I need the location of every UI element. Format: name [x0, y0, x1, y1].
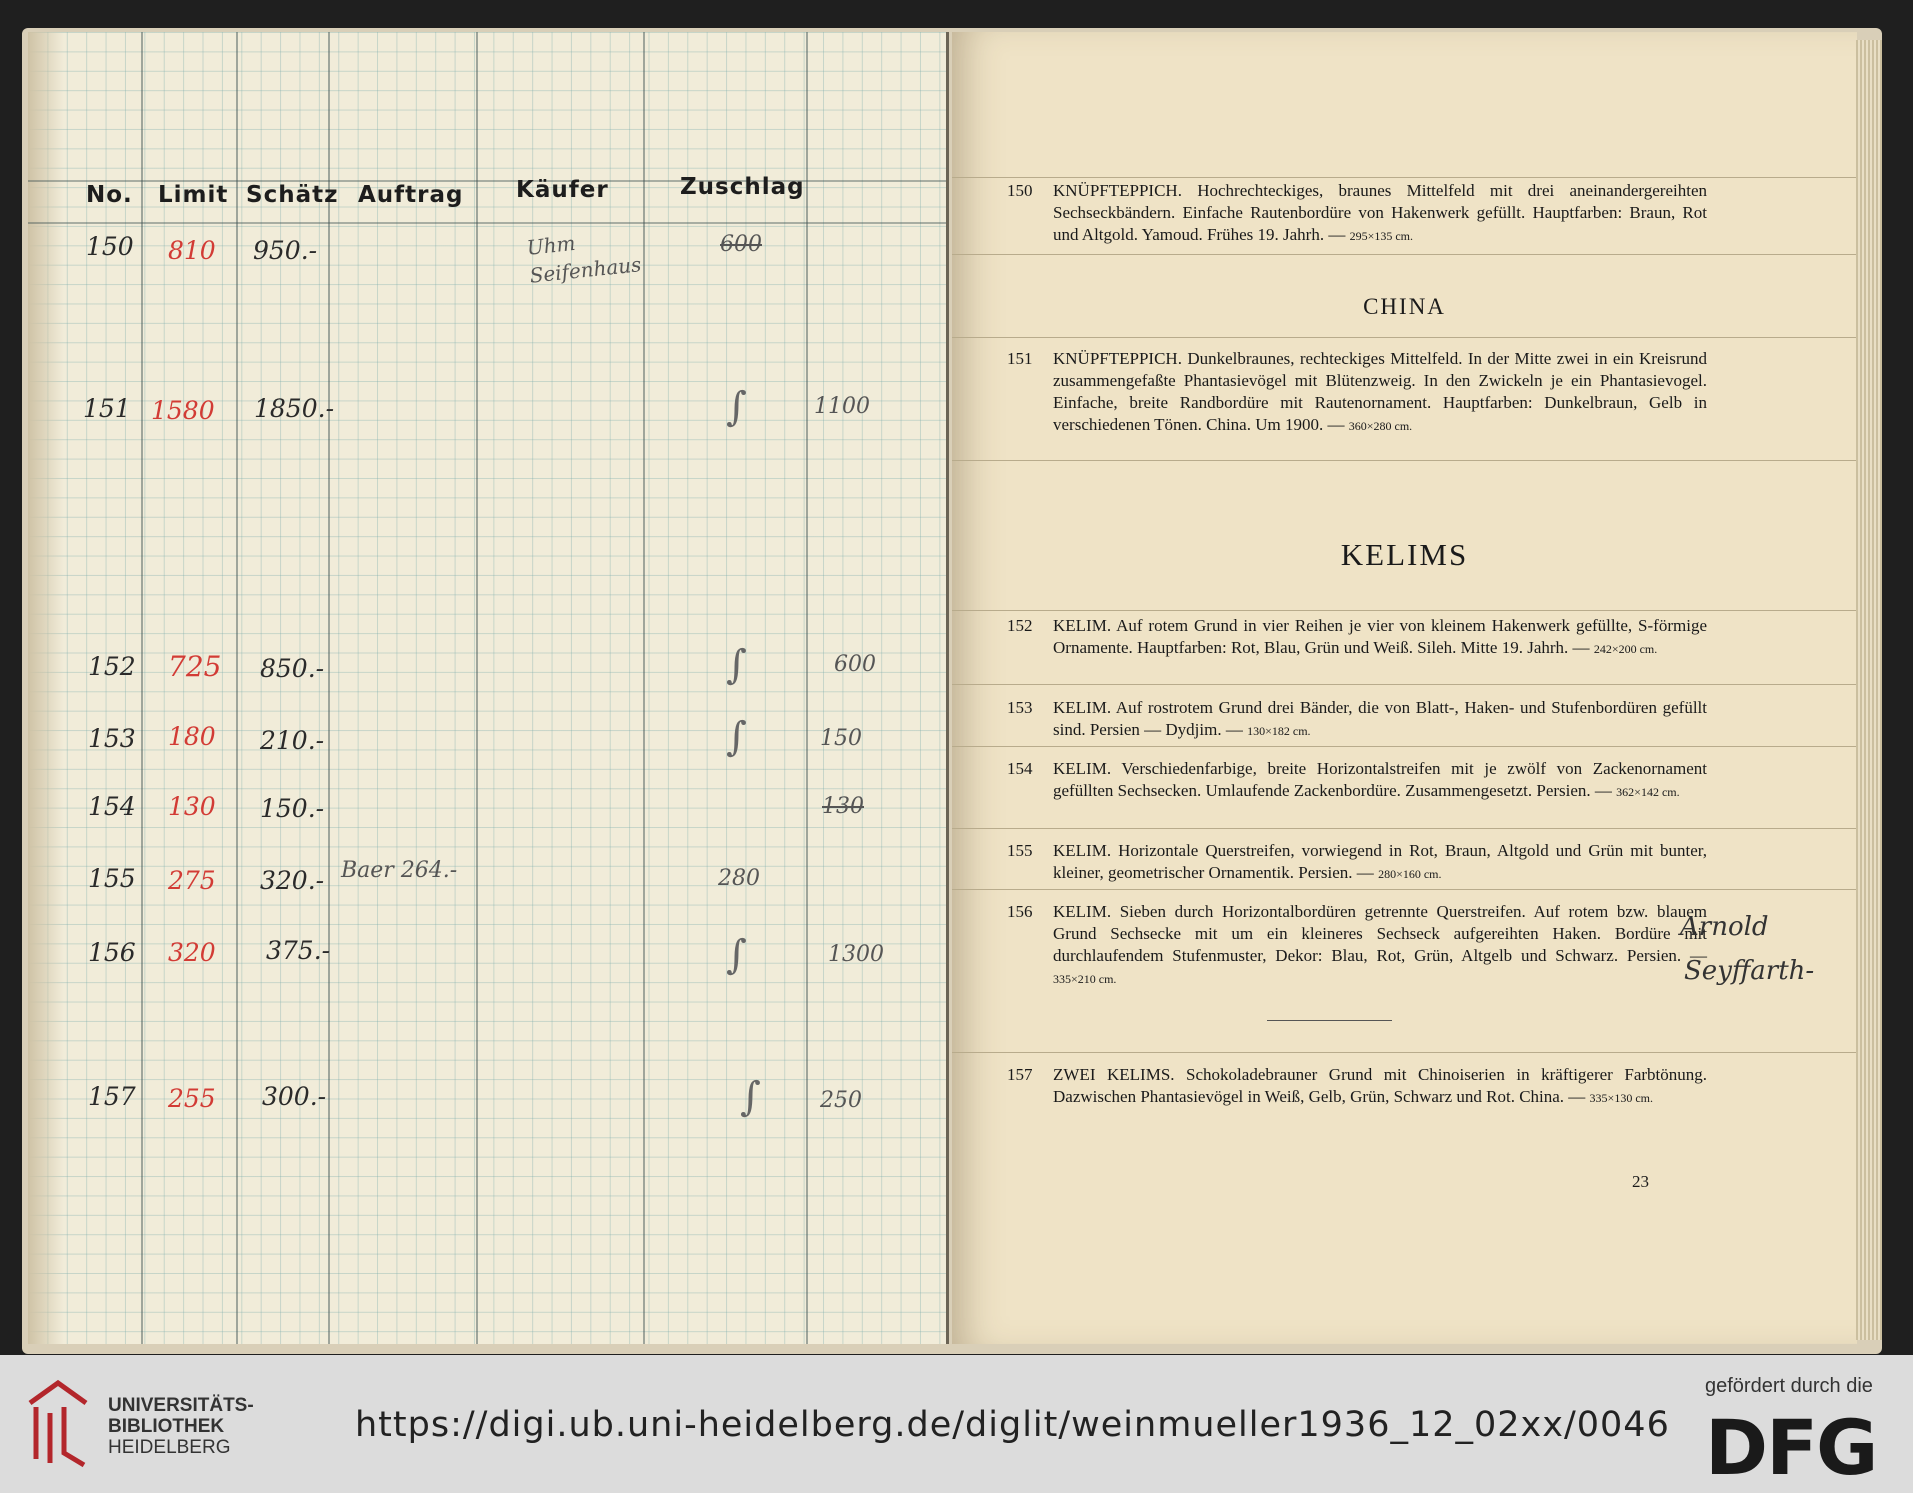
- row-schaetz: 950.-: [253, 236, 318, 265]
- rule-line: [952, 889, 1857, 890]
- rule-line: [952, 177, 1857, 178]
- funding-caption: gefördert durch die: [1705, 1375, 1873, 1397]
- row-zuschlag: 130: [822, 794, 864, 819]
- row-auftrag: Baer 264.-: [341, 858, 458, 883]
- rule-line: [952, 746, 1857, 747]
- column-divider: [643, 32, 645, 1344]
- row-schaetz: 850.-: [260, 654, 325, 683]
- entry-number: 156: [1007, 902, 1033, 921]
- page-stack-edge: [1856, 40, 1882, 1340]
- section-heading-kelims: KELIMS: [1340, 537, 1469, 572]
- row-schaetz: 150.-: [260, 794, 325, 823]
- entry-number: 153: [1007, 698, 1033, 717]
- header-auftrag: Auftrag: [358, 182, 464, 208]
- section-heading-china: CHINA: [1363, 294, 1446, 319]
- row-zuschlag: 600: [834, 652, 876, 677]
- rule-line: [952, 684, 1857, 685]
- row-no: 155: [88, 864, 136, 893]
- library-name-line: BIBLIOTHEK: [108, 1416, 225, 1437]
- catalog-entry-150: [1007, 180, 1707, 247]
- ledger-page: [28, 32, 949, 1344]
- entry-dimensions: 335×130 cm.: [1589, 1091, 1653, 1105]
- page-number: 23: [1632, 1172, 1649, 1191]
- entry-text: KELIM. Auf rotem Grund in vier Reihen je vier von kleinem Hakenwerk gefüllte, S-förmige Ornamente. Hauptfarben: Rot, Blau, Grün und Weiß. Sileh. Mitte 19. Jahrh. —: [1053, 616, 1707, 657]
- entry-text: KNÜPFTEPPICH. Hochrechteckiges, braunes Mittelfeld mit drei aneinandergereihten Sechseckbändern. Einfache Rautenbordüre von Hakenwerk gefüllt. Hauptfarben: Braun, Rot und Altgold. Yamoud. Frühes 19. Jahrh. —: [1053, 181, 1707, 244]
- row-limit: 320: [168, 938, 216, 967]
- catalog-entry-153: [1007, 697, 1707, 742]
- library-name-line: UNIVERSITÄTS-: [108, 1395, 254, 1416]
- pencil-mark: ∫: [740, 1074, 761, 1120]
- catalog-entry-152: [1007, 615, 1707, 660]
- catalog-entry-154: [1007, 758, 1707, 803]
- row-no: 153: [88, 724, 136, 753]
- column-divider: [328, 32, 330, 1344]
- separator-line: [1267, 1020, 1392, 1021]
- row-no: 157: [88, 1082, 136, 1111]
- row-zuschlag: 250: [820, 1088, 862, 1113]
- row-limit: 275: [168, 866, 216, 895]
- row-limit: 810: [168, 236, 216, 265]
- pencil-mark: ∫: [726, 932, 747, 978]
- entry-text: ZWEI KELIMS. Schokoladebrauner Grund mit Chinoiserien in kräftigerer Farbtönung. Dazwischen Phantasievögel in Weiß, Gelb, Grün, Schwarz und Rot. China. —: [1053, 1065, 1707, 1106]
- entry-dimensions: 360×280 cm.: [1348, 419, 1413, 433]
- row-limit: 1580: [151, 396, 215, 425]
- entry-number: 150: [1007, 181, 1033, 200]
- library-name-line: HEIDELBERG: [108, 1437, 231, 1458]
- row-no: 154: [88, 792, 136, 821]
- pencil-mark: ∫: [726, 384, 747, 430]
- row-schaetz: 300.-: [262, 1082, 327, 1111]
- entry-number: 155: [1007, 841, 1033, 860]
- entry-dimensions: 295×135 cm.: [1349, 229, 1414, 243]
- header-kaeufer: Käufer: [516, 177, 609, 203]
- entry-text: KNÜPFTEPPICH. Dunkelbraunes, rechteckiges Mittelfeld. In der Mitte zwei in ein Kreisrund zusammengefaßte Phantasievögel mit Blütenzweig. In den Zwickeln je ein Phantasievogel. Einfache, breite Randbordüre mit Rautenornament. Hauptfarben: Dunkelbraun, Gelb in verschiedenen Tönen. China. Um 1900. —: [1053, 349, 1707, 434]
- page-gutter-shadow: [28, 32, 64, 1344]
- header-zuschlag: Zuschlag: [680, 174, 805, 200]
- entry-dimensions: 362×142 cm.: [1616, 785, 1680, 799]
- row-zuschlag: 600: [720, 232, 762, 257]
- column-divider: [806, 32, 808, 1344]
- header-limit: Limit: [158, 182, 229, 208]
- row-no: 150: [86, 232, 134, 261]
- entry-dimensions: 242×200 cm.: [1593, 642, 1658, 656]
- margin-note: Seyffarth-: [1684, 956, 1815, 986]
- entry-number: 152: [1007, 616, 1033, 635]
- entry-number: 154: [1007, 759, 1033, 778]
- permalink-url[interactable]: https://digi.ub.uni-heidelberg.de/diglit/weinmueller1936_12_02xx/0046: [355, 1405, 1670, 1445]
- column-divider: [141, 32, 143, 1344]
- catalog-entry-155: [1007, 840, 1707, 885]
- rule-line: [952, 1052, 1857, 1053]
- catalog-entry-151: [1007, 348, 1707, 437]
- header-no: No.: [86, 182, 133, 208]
- rule-line: [952, 610, 1857, 611]
- buyer-signature: Uhm Seifenhaus: [525, 230, 643, 288]
- margin-note: Arnold: [1680, 912, 1769, 942]
- row-zuschlag: 150: [820, 726, 862, 751]
- row-schaetz: 210.-: [260, 726, 325, 755]
- rule-line: [952, 828, 1857, 829]
- catalog-page: [952, 32, 1857, 1344]
- library-logo-icon[interactable]: [22, 1373, 94, 1469]
- row-zuschlag: 280: [718, 866, 760, 891]
- row-limit: 725: [168, 650, 222, 683]
- row-limit: 255: [168, 1084, 216, 1113]
- column-divider: [476, 32, 478, 1344]
- entry-dimensions: 130×182 cm.: [1247, 724, 1311, 738]
- entry-text: KELIM. Sieben durch Horizontalbordüren getrennte Querstreifen. Auf rotem bzw. blauem Grund Sechsecke mit um ein kleineres Sechseck aufgereihten Haken. Bordüre mit durchlaufendem Stufenmuster, Dekor: Blau, Rot, Grün, Altgelb und Schwarz. Persien. —: [1053, 902, 1707, 965]
- entry-text: KELIM. Verschiedenfarbige, breite Horizontalstreifen mit je zwölf von Zackenornament gefüllten Sechsecken. Umlaufende Zackenbordüre. Zusammengesetzt. Persien. —: [1053, 759, 1707, 800]
- entry-text: KELIM. Horizontale Querstreifen, vorwiegend in Rot, Braun, Altgold und Grün mit bunter, kleiner, geometrischer Ornamentik. Persien. —: [1053, 841, 1707, 882]
- rule-line: [952, 460, 1857, 461]
- row-limit: 130: [168, 792, 216, 821]
- library-name[interactable]: [108, 1395, 254, 1458]
- catalog-entry-157: [1007, 1064, 1707, 1109]
- column-divider: [236, 32, 238, 1344]
- row-no: 152: [88, 652, 136, 681]
- row-zuschlag: 1300: [828, 942, 884, 967]
- entry-dimensions: 335×210 cm.: [1053, 972, 1117, 986]
- pencil-mark: ∫: [726, 714, 747, 760]
- catalog-entry-156: [1007, 901, 1707, 990]
- row-no: 156: [88, 938, 136, 967]
- row-schaetz: 320.-: [260, 866, 325, 895]
- pencil-mark: ∫: [726, 642, 747, 688]
- rule-line: [952, 337, 1857, 338]
- entry-text: KELIM. Auf rostrotem Grund drei Bänder, die von Blatt-, Haken- und Stufenbordüren gefüllt sind. Persien — Dydjim. —: [1053, 698, 1707, 739]
- entry-number: 151: [1007, 349, 1033, 368]
- entry-dimensions: 280×160 cm.: [1378, 867, 1442, 881]
- dfg-logo[interactable]: DFG: [1705, 1403, 1877, 1492]
- viewer-footer: [0, 1355, 1913, 1493]
- row-schaetz: 375.-: [266, 936, 331, 965]
- row-limit: 180: [168, 722, 216, 751]
- row-divider: [28, 222, 946, 224]
- rule-line: [952, 254, 1857, 255]
- entry-number: 157: [1007, 1065, 1033, 1084]
- row-zuschlag: 1100: [814, 394, 870, 419]
- row-no: 151: [83, 394, 131, 423]
- row-schaetz: 1850.-: [254, 394, 335, 423]
- header-schaetz: Schätz: [246, 182, 339, 208]
